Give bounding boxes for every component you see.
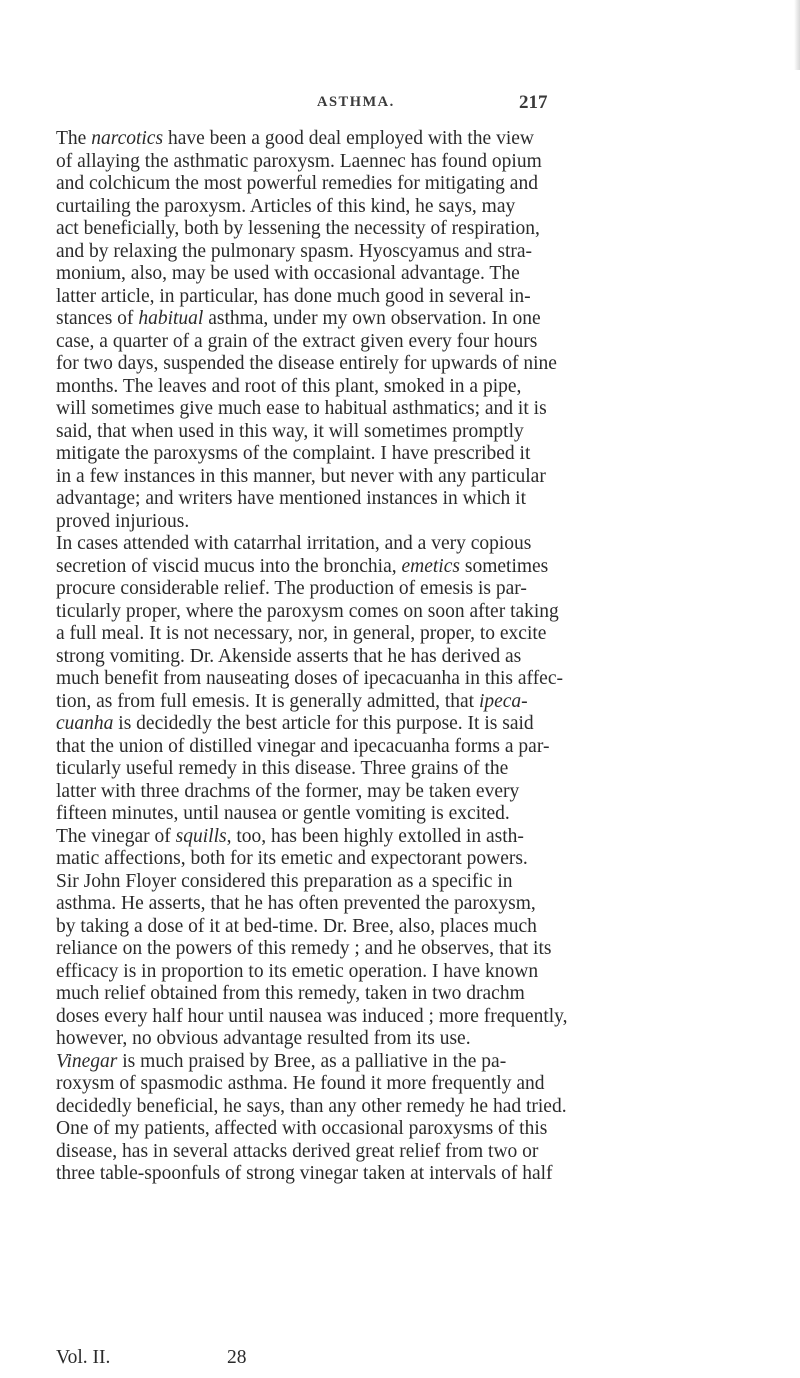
text-line (56, 218, 800, 241)
text-run: monium, also, may be used with occasional advantage. The (56, 263, 520, 284)
text-line (56, 871, 800, 894)
text-line (56, 1051, 800, 1074)
text-run: by taking a dose of it at bed-time. Dr. Bree, also, places much (56, 915, 537, 937)
text-line (56, 1096, 800, 1119)
text-line (56, 263, 800, 286)
text-run: is much praised by Bree, as a palliative in the pa- (117, 1050, 507, 1072)
text-run: One of my patients, affected with occasional paroxysms of this (56, 1118, 548, 1139)
page-edge-shadow (794, 0, 800, 70)
text-run: efficacy is in proportion to its emetic operation. I have known (56, 960, 539, 982)
signature-mark: 28 (227, 1347, 247, 1368)
text-line (56, 983, 800, 1006)
text-line (56, 781, 800, 804)
text-line (56, 556, 800, 579)
text-run: and colchicum the most powerful remedies for mitigating and (56, 173, 538, 194)
text-line (56, 961, 800, 984)
text-line (56, 286, 800, 309)
text-line (56, 173, 800, 196)
text-line (56, 511, 800, 534)
text-run: secretion of viscid mucus into the bronchia, (56, 555, 402, 577)
text-line (56, 668, 800, 691)
italic-term: emetics (401, 555, 460, 577)
text-line (56, 916, 800, 939)
text-run: roxysm of spasmodic asthma. He found it more frequently and (56, 1073, 545, 1094)
text-run: Sir John Floyer considered this preparation as a specific in (56, 870, 513, 892)
text-line (56, 196, 800, 219)
text-line (56, 151, 800, 174)
text-run: much relief obtained from this remedy, taken in two drachm (56, 983, 525, 1004)
text-run: The vinegar of (56, 825, 176, 847)
text-run: decidedly beneficial, he says, than any other remedy he had tried. (56, 1095, 567, 1117)
text-run: reliance on the powers of this remedy ; and he observes, that its (56, 938, 552, 959)
text-run: of allaying the asthmatic paroxysm. Laennec has found opium (56, 150, 542, 172)
text-run: said, that when used in this way, it will sometimes promptly (56, 420, 524, 442)
text-line (56, 331, 800, 354)
text-run: curtailing the paroxysm. Articles of this kind, he says, may (56, 195, 516, 217)
text-run: ticularly proper, where the paroxysm comes on soon after taking (56, 600, 559, 622)
text-run: fifteen minutes, until nausea or gentle vomiting is excited. (56, 803, 510, 824)
text-line (56, 488, 800, 511)
italic-term: cuanha (56, 713, 114, 734)
text-line (56, 826, 800, 849)
text-run: that the union of distilled vinegar and ipecacuanha forms a par- (56, 735, 550, 757)
text-run: matic affections, both for its emetic and expectorant powers. (56, 848, 528, 869)
text-run: disease, has in several attacks derived great relief from two or (56, 1140, 539, 1162)
text-run: proved injurious. (56, 510, 190, 532)
text-line (56, 601, 800, 624)
text-run: case, a quarter of a grain of the extract given every four hours (56, 330, 538, 352)
text-run: doses every half hour until nausea was induced ; more frequently, (56, 1005, 568, 1027)
text-run: will sometimes give much ease to habitual asthmatics; and it is (56, 398, 547, 419)
text-run: three table-spoonfuls of strong vinegar taken at intervals of half (56, 1163, 553, 1184)
text-run: sometimes (459, 555, 549, 577)
text-line (56, 533, 800, 556)
text-run: asthma, under my own observation. In one (203, 308, 541, 329)
text-run: for two days, suspended the disease entirely for upwards of nine (56, 353, 557, 374)
text-run: procure considerable relief. The production of emesis is par- (56, 578, 527, 599)
italic-term: squills (175, 825, 227, 847)
italic-term: narcotics (91, 128, 164, 149)
text-run: act beneficially, both by lessening the necessity of respiration, (56, 218, 540, 239)
text-run: strong vomiting. Dr. Akenside asserts that he has derived as (56, 645, 522, 667)
text-run: asthma. He asserts, that he has often prevented the paroxysm, (56, 893, 536, 914)
text-line (56, 421, 800, 444)
text-line (56, 691, 800, 714)
text-line (56, 713, 800, 736)
text-run: latter article, in particular, has done much good in several in- (56, 285, 531, 307)
text-run: is decidedly the best article for this purpose. It is said (113, 713, 534, 734)
text-run: tion, as from full emesis. It is generally admitted, that (56, 690, 479, 712)
text-line (56, 758, 800, 781)
volume-label: Vol. II. (56, 1347, 111, 1368)
text-run: , too, has been highly extolled in asth- (226, 825, 524, 847)
page-number: 217 (519, 92, 548, 113)
text-line (56, 646, 800, 669)
text-run: however, no obvious advantage resulted from its use. (56, 1028, 471, 1049)
text-line (56, 1163, 800, 1186)
text-line (56, 1118, 800, 1141)
italic-term: habitual (138, 308, 204, 329)
text-line (56, 893, 800, 916)
text-run: and by relaxing the pulmonary spasm. Hyoscyamus and stra- (56, 240, 533, 262)
text-line (56, 443, 800, 466)
running-head: ASTHMA. (317, 94, 395, 110)
text-run: advantage; and writers have mentioned instances in which it (56, 488, 527, 509)
page-footer (56, 1347, 456, 1371)
text-line (56, 128, 800, 151)
body-text (56, 128, 800, 1186)
text-line (56, 241, 800, 264)
text-run: a full meal. It is not necessary, nor, in general, proper, to excite (56, 623, 547, 644)
text-line (56, 1028, 800, 1051)
text-line (56, 736, 800, 759)
text-line (56, 1073, 800, 1096)
text-run: The (56, 128, 92, 149)
text-line (56, 938, 800, 961)
text-line (56, 623, 800, 646)
text-run: latter with three drachms of the former, may be taken every (56, 780, 520, 802)
page-header (0, 92, 800, 116)
text-line (56, 308, 800, 331)
text-line (56, 1006, 800, 1029)
text-run: stances of (56, 308, 139, 329)
text-run: mitigate the paroxysms of the complaint. I have prescribed it (56, 443, 531, 464)
text-line (56, 578, 800, 601)
text-line (56, 848, 800, 871)
text-line (56, 376, 800, 399)
text-run: In cases attended with catarrhal irritation, and a very copious (56, 533, 532, 554)
text-run: much benefit from nauseating doses of ipecacuanha in this affec- (56, 668, 563, 689)
text-run: ticularly useful remedy in this disease. Three grains of the (56, 758, 509, 779)
text-line (56, 803, 800, 826)
text-run: months. The leaves and root of this plant, smoked in a pipe, (56, 375, 522, 397)
italic-term: ipeca- (478, 690, 528, 712)
text-line (56, 1141, 800, 1164)
text-line (56, 353, 800, 376)
text-run: have been a good deal employed with the view (163, 128, 534, 149)
text-line (56, 466, 800, 489)
italic-term: Vinegar (56, 1050, 118, 1072)
text-run: in a few instances in this manner, but never with any particular (56, 465, 546, 487)
text-line (56, 398, 800, 421)
